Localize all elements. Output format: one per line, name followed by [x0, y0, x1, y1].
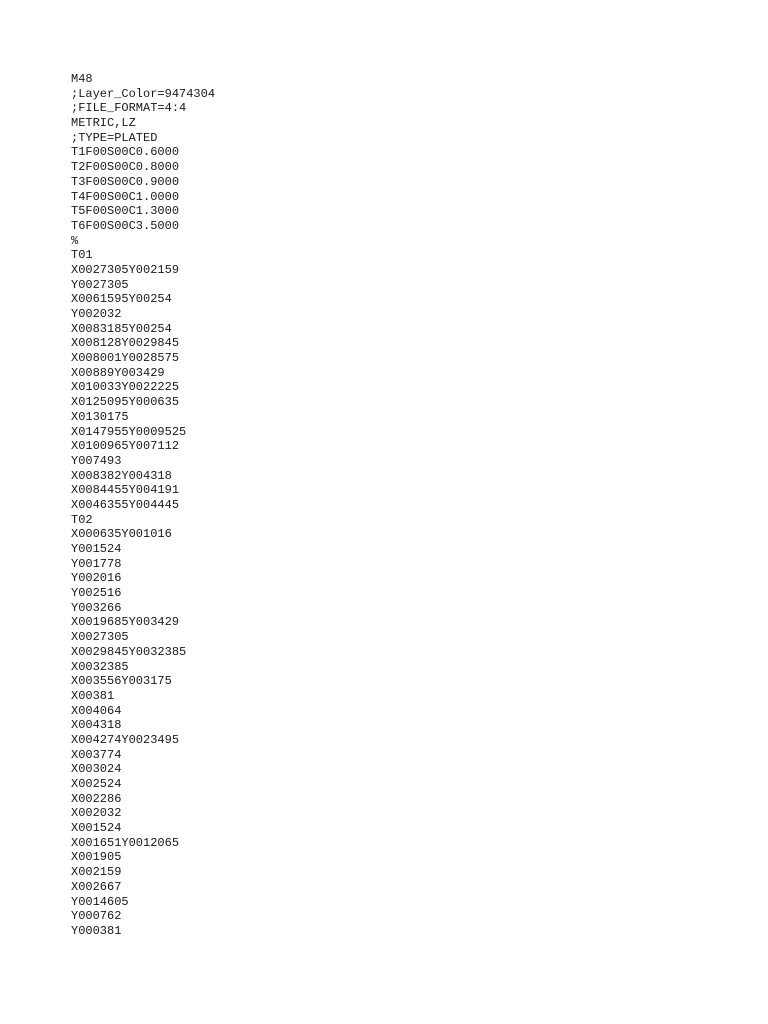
text-line: X003024 [71, 762, 122, 777]
text-line: ;FILE_FORMAT=4:4 [71, 101, 187, 116]
text-line: X004318 [71, 718, 122, 733]
text-line: X0125095Y000635 [71, 395, 180, 410]
text-line: Y0027305 [71, 277, 129, 292]
text-line: X008001Y0028575 [71, 351, 180, 366]
text-line: X0084455Y004191 [71, 483, 180, 498]
text-line: X0147955Y0009525 [71, 424, 187, 439]
text-line: Y001524 [71, 542, 122, 556]
text-line: X010033Y0022225 [71, 380, 180, 395]
text-line: T6F00S00C3.5000 [71, 218, 180, 233]
text-line: X003556Y003175 [71, 674, 172, 689]
text-line: X001524 [71, 821, 122, 836]
text-line: Y002516 [71, 586, 122, 601]
text-line: X0027305 [71, 630, 129, 645]
text-line: X003774 [71, 747, 122, 762]
text-line: X001905 [71, 850, 122, 865]
document-body [71, 72, 751, 939]
text-line: X0027305Y002159 [71, 262, 180, 277]
text-line: ;TYPE=PLATED [71, 130, 158, 145]
text-line: X0083185Y00254 [71, 321, 172, 336]
text-line: Y002016 [71, 571, 122, 586]
text-line: M48 [71, 72, 93, 86]
text-line: Y000762 [71, 909, 122, 924]
text-line: T02 [71, 512, 93, 527]
text-line: Y0014605 [71, 894, 129, 909]
text-line: X002032 [71, 806, 122, 821]
text-line: X008382Y004318 [71, 468, 172, 483]
text-line: X0019685Y003429 [71, 615, 180, 630]
text-line: X008128Y0029845 [71, 336, 180, 351]
text-line: X002159 [71, 865, 122, 880]
text-line: METRIC,LZ [71, 116, 136, 131]
text-line: X001651Y0012065 [71, 835, 180, 850]
text-line: X004274Y0023495 [71, 732, 180, 747]
text-line: X002286 [71, 791, 122, 806]
text-line: Y002032 [71, 307, 122, 321]
text-line: X00889Y003429 [71, 365, 165, 380]
text-line: Y007493 [71, 453, 122, 468]
text-line: X0100965Y007112 [71, 439, 180, 454]
text-line: X004064 [71, 703, 122, 718]
text-line: X0046355Y004445 [71, 497, 180, 512]
text-line: Y003266 [71, 600, 122, 615]
text-line: X002667 [71, 879, 122, 894]
text-line: X0061595Y00254 [71, 292, 172, 307]
text-line: Y001778 [71, 556, 122, 571]
text-line: T3F00S00C0.9000 [71, 174, 180, 189]
text-line: % [71, 233, 79, 248]
text-line: X002524 [71, 777, 122, 791]
text-line: Y000381 [71, 923, 122, 938]
text-line: T2F00S00C0.8000 [71, 160, 180, 175]
text-line: X0032385 [71, 659, 129, 674]
text-line: T5F00S00C1.3000 [71, 204, 180, 219]
text-line: X00381 [71, 688, 115, 703]
text-line: ;Layer_Color=9474304 [71, 86, 216, 101]
text-line: T1F00S00C0.6000 [71, 145, 180, 160]
text-line: X0029845Y0032385 [71, 644, 187, 659]
text-line: T01 [71, 248, 93, 263]
text-line: X0130175 [71, 409, 129, 424]
text-line: X000635Y001016 [71, 527, 172, 542]
text-line: T4F00S00C1.0000 [71, 189, 180, 204]
